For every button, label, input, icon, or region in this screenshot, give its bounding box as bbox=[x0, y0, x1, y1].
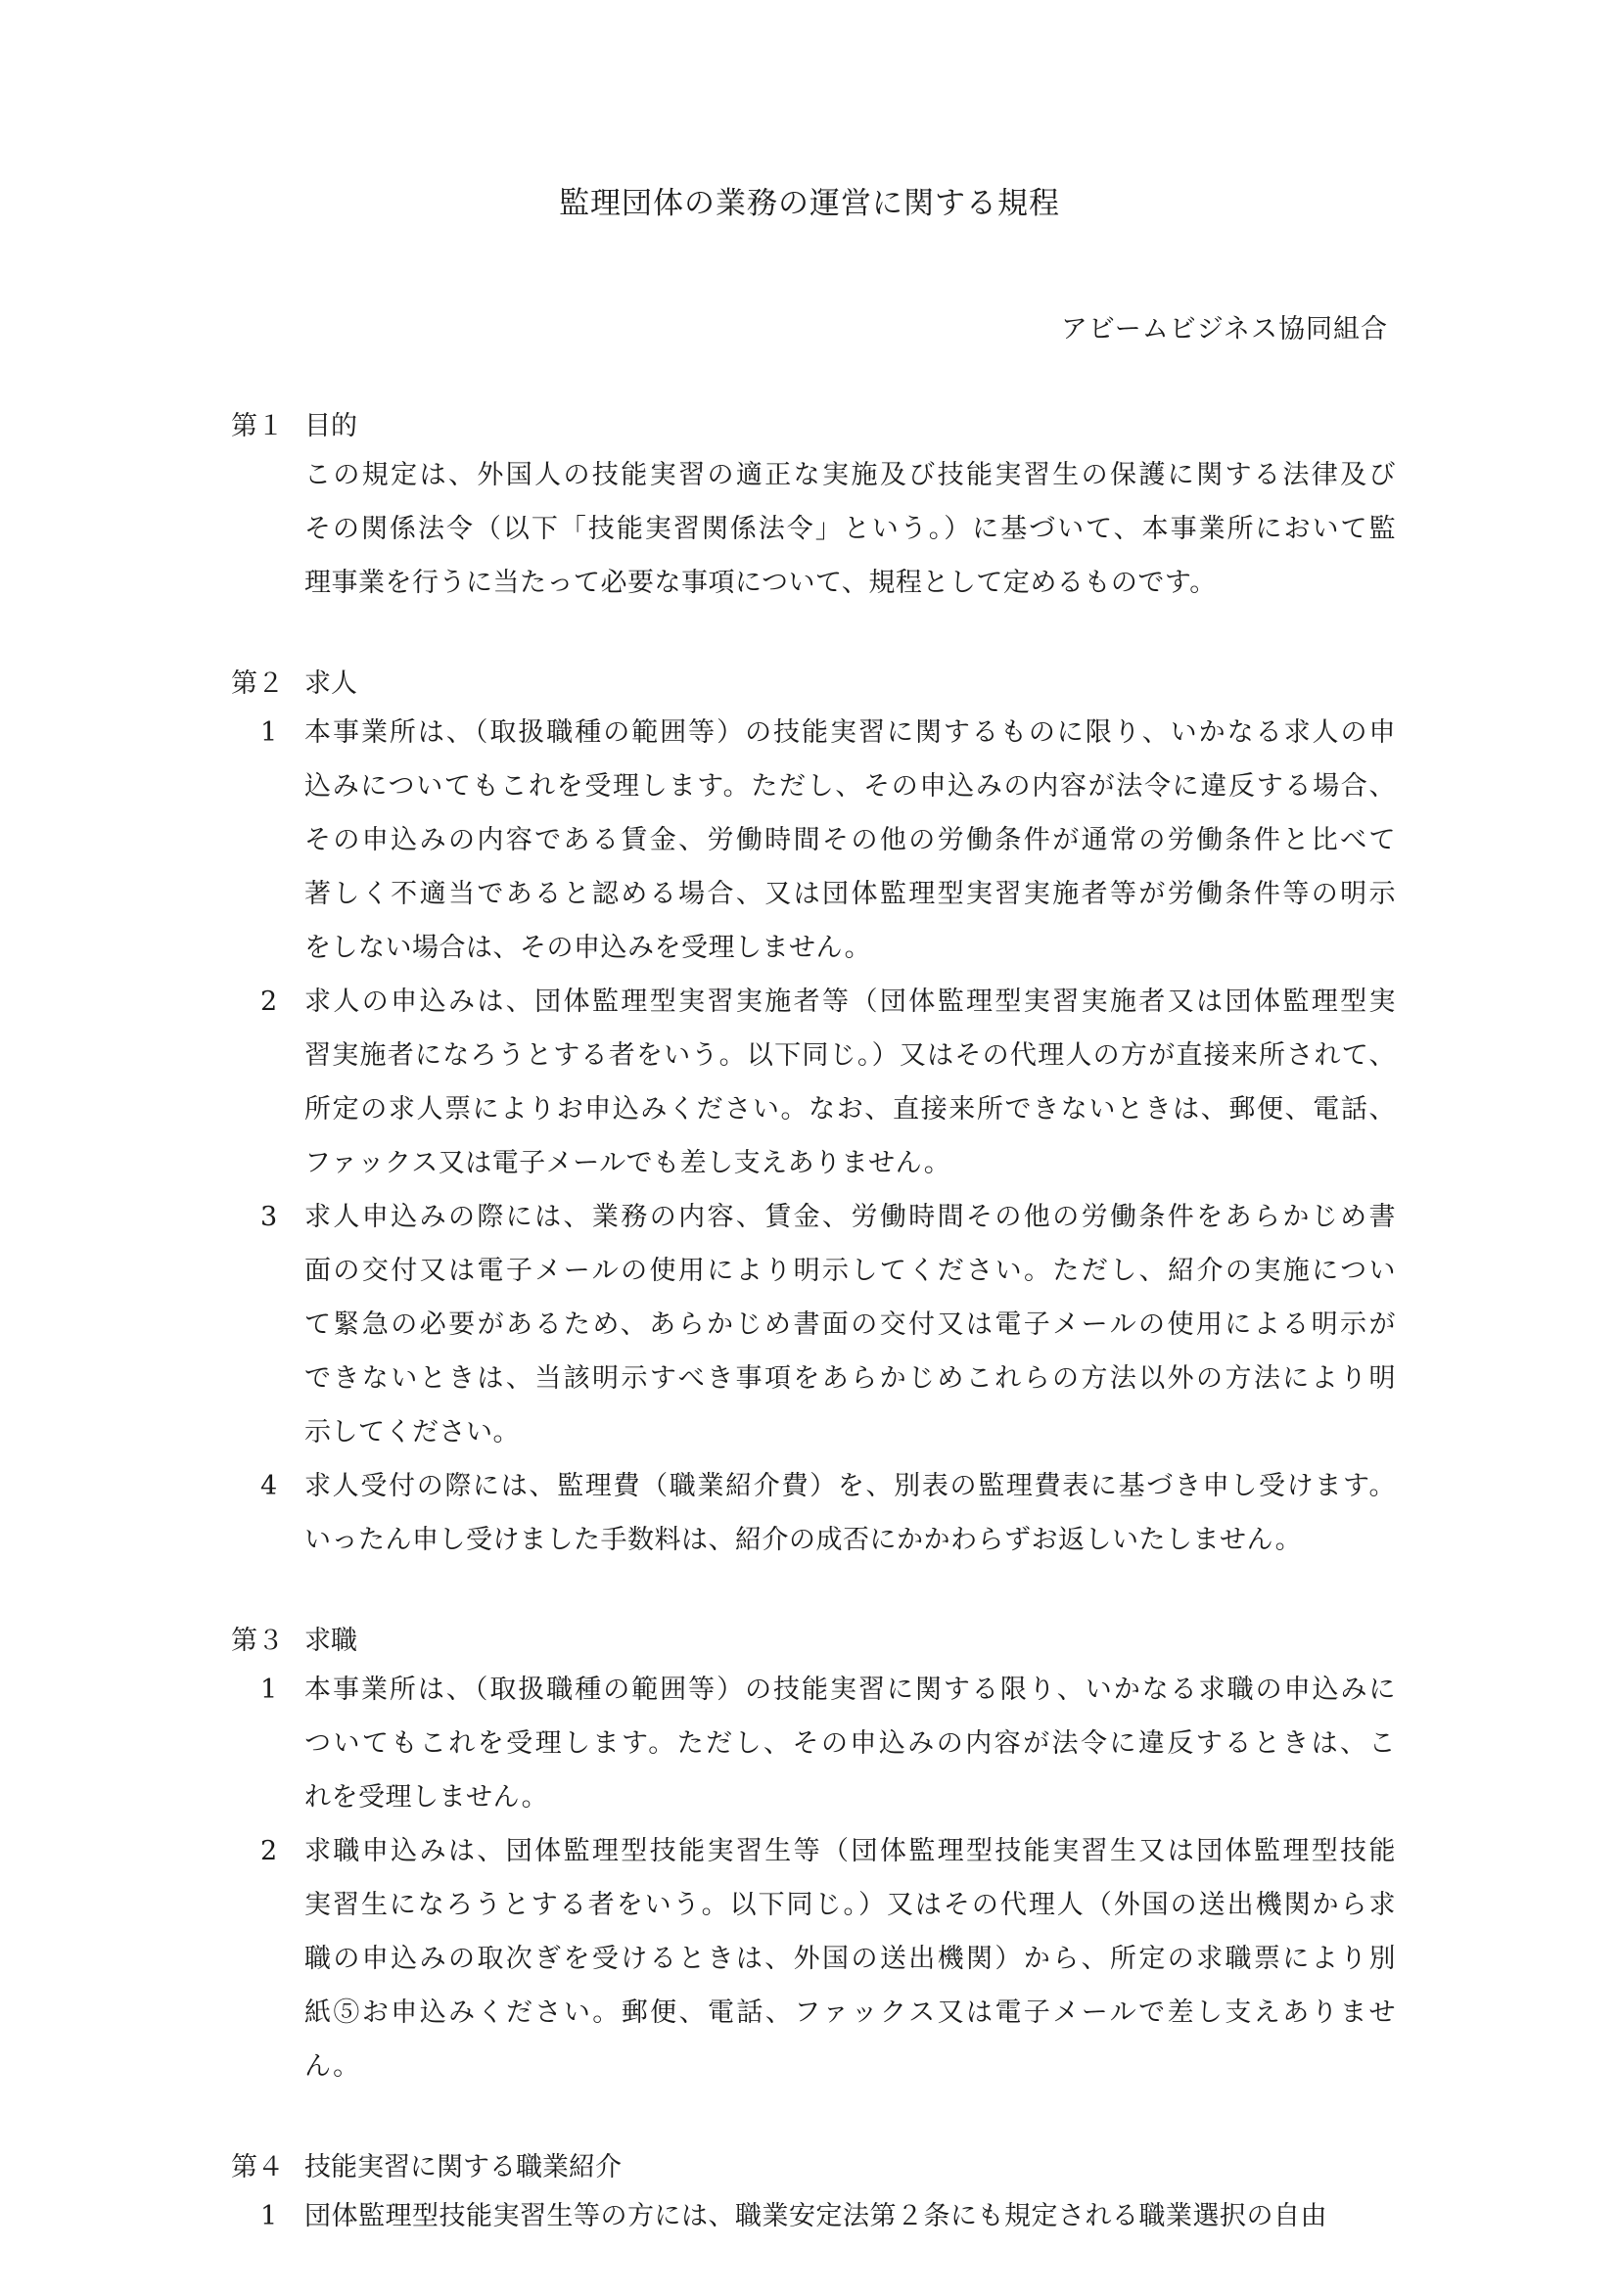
section-paragraph bbox=[231, 448, 1396, 610]
section-heading bbox=[231, 1620, 1396, 1663]
section bbox=[231, 405, 1396, 610]
section-heading bbox=[231, 2146, 1396, 2189]
list-item-number: 1 bbox=[260, 717, 278, 748]
list-item-line: ついてもこれを受理します。ただし、その申込みの内容が法令に違反するときは、こ bbox=[304, 1728, 1396, 1759]
list-item-line: 本事業所は、（取扱職種の範囲等）の技能実習に関する限り、いかなる求職の申込みに bbox=[304, 1675, 1396, 1705]
list-item-line: その申込みの内容である賃金、労働時間その他の労働条件が通常の労働条件と比べて bbox=[304, 825, 1396, 855]
list-item-line: 実習生になろうとする者をいう。以下同じ。）又はその代理人（外国の送出機関から求 bbox=[304, 1890, 1396, 1920]
section-number: 第１ bbox=[231, 411, 284, 441]
paragraph-line: その関係法令（以下「技能実習関係法令」という。）に基づいて、本事業所において監 bbox=[304, 514, 1396, 544]
list-item bbox=[231, 1663, 1396, 1824]
list-item-line: 込みについてもこれを受理します。ただし、その申込みの内容が法令に違反する場合、 bbox=[304, 771, 1396, 802]
list-item bbox=[231, 706, 1396, 975]
list-item-line: 本事業所は、（取扱職種の範囲等）の技能実習に関するものに限り、いかなる求人の申 bbox=[304, 717, 1396, 748]
section-heading bbox=[231, 663, 1396, 706]
list-item-number: 2 bbox=[260, 1836, 278, 1866]
list-item-number: 4 bbox=[260, 1471, 278, 1501]
list-item-line: れを受理しません。 bbox=[304, 1782, 549, 1813]
list-item-line: 職の申込みの取次ぎを受けるときは、外国の送出機関）から、所定の求職票により別 bbox=[304, 1944, 1396, 1974]
section-heading-text: 求職 bbox=[304, 1626, 357, 1656]
section bbox=[231, 1620, 1396, 2093]
list-item-line: 団体監理型技能実習生等の方には、職業安定法第２条にも規定される職業選択の自由 bbox=[304, 2201, 1327, 2231]
list-item-number: 1 bbox=[260, 1675, 278, 1705]
section-heading-text: 目的 bbox=[304, 411, 357, 441]
section-number: 第４ bbox=[231, 2152, 284, 2182]
list-item-line: できないときは、当該明示すべき事項をあらかじめこれらの方法以外の方法により明 bbox=[304, 1363, 1396, 1394]
section bbox=[231, 663, 1396, 1567]
list-item bbox=[231, 2189, 1396, 2243]
section-heading-text: 求人 bbox=[304, 668, 357, 699]
section bbox=[231, 2146, 1396, 2243]
document-title: 監理団体の業務の運営に関する規程 bbox=[559, 186, 1060, 221]
organization-name: アビームビジネス協同組合 bbox=[1060, 314, 1388, 344]
list-item-line: て緊急の必要があるため、あらかじめ書面の交付又は電子メールの使用による明示が bbox=[304, 1309, 1396, 1340]
section-heading-text: 技能実習に関する職業紹介 bbox=[304, 2152, 622, 2182]
list-item-line: をしない場合は、その申込みを受理しません。 bbox=[304, 933, 872, 963]
section-number: 第３ bbox=[231, 1626, 284, 1656]
list-item-line: ファックス又は電子メールでも差し支えありません。 bbox=[304, 1148, 951, 1178]
document-body bbox=[231, 405, 1396, 2296]
list-item bbox=[231, 1190, 1396, 1459]
list-item bbox=[231, 975, 1396, 1190]
section-heading bbox=[231, 405, 1396, 448]
list-item-line: ん。 bbox=[304, 2051, 360, 2082]
list-item bbox=[231, 1824, 1396, 2093]
list-item-line: 所定の求人票によりお申込みください。なお、直接来所できないときは、郵便、電話、 bbox=[304, 1094, 1396, 1125]
list-item-number: 1 bbox=[260, 2201, 278, 2231]
list-item bbox=[231, 1459, 1396, 1567]
list-item-line: 習実施者になろうとする者をいう。以下同じ。）又はその代理人の方が直接来所されて、 bbox=[304, 1040, 1396, 1071]
list-item-line: 求人申込みの際には、業務の内容、賃金、労働時間その他の労働条件をあらかじめ書 bbox=[304, 1202, 1396, 1232]
list-item-number: 3 bbox=[260, 1202, 278, 1232]
list-item-number: 2 bbox=[260, 987, 278, 1017]
list-item-line: 示してください。 bbox=[304, 1417, 520, 1447]
list-item-line: 著しく不適当であると認める場合、又は団体監理型実習実施者等が労働条件等の明示 bbox=[304, 879, 1396, 909]
list-item-line: 求人の申込みは、団体監理型実習実施者等（団体監理型実習実施者又は団体監理型実 bbox=[304, 987, 1396, 1017]
list-item-line: 求人受付の際には、監理費（職業紹介費）を、別表の監理費表に基づき申し受けます。 bbox=[304, 1471, 1396, 1501]
list-item-line: いったん申し受けました手数料は、紹介の成否にかかわらずお返しいたしません。 bbox=[304, 1525, 1303, 1555]
section-number: 第２ bbox=[231, 668, 284, 699]
paragraph-line: この規定は、外国人の技能実習の適正な実施及び技能実習生の保護に関する法律及び bbox=[304, 460, 1396, 490]
list-item-line: 面の交付又は電子メールの使用により明示してください。ただし、紹介の実施につい bbox=[304, 1256, 1396, 1286]
list-item-line: 求職申込みは、団体監理型技能実習生等（団体監理型技能実習生又は団体監理型技能 bbox=[304, 1836, 1396, 1866]
list-item-line: 紙⑤お申込みください。郵便、電話、ファックス又は電子メールで差し支えありませ bbox=[304, 1998, 1396, 2028]
paragraph-line: 理事業を行うに当たって必要な事項について、規程として定めるものです。 bbox=[304, 568, 1217, 598]
